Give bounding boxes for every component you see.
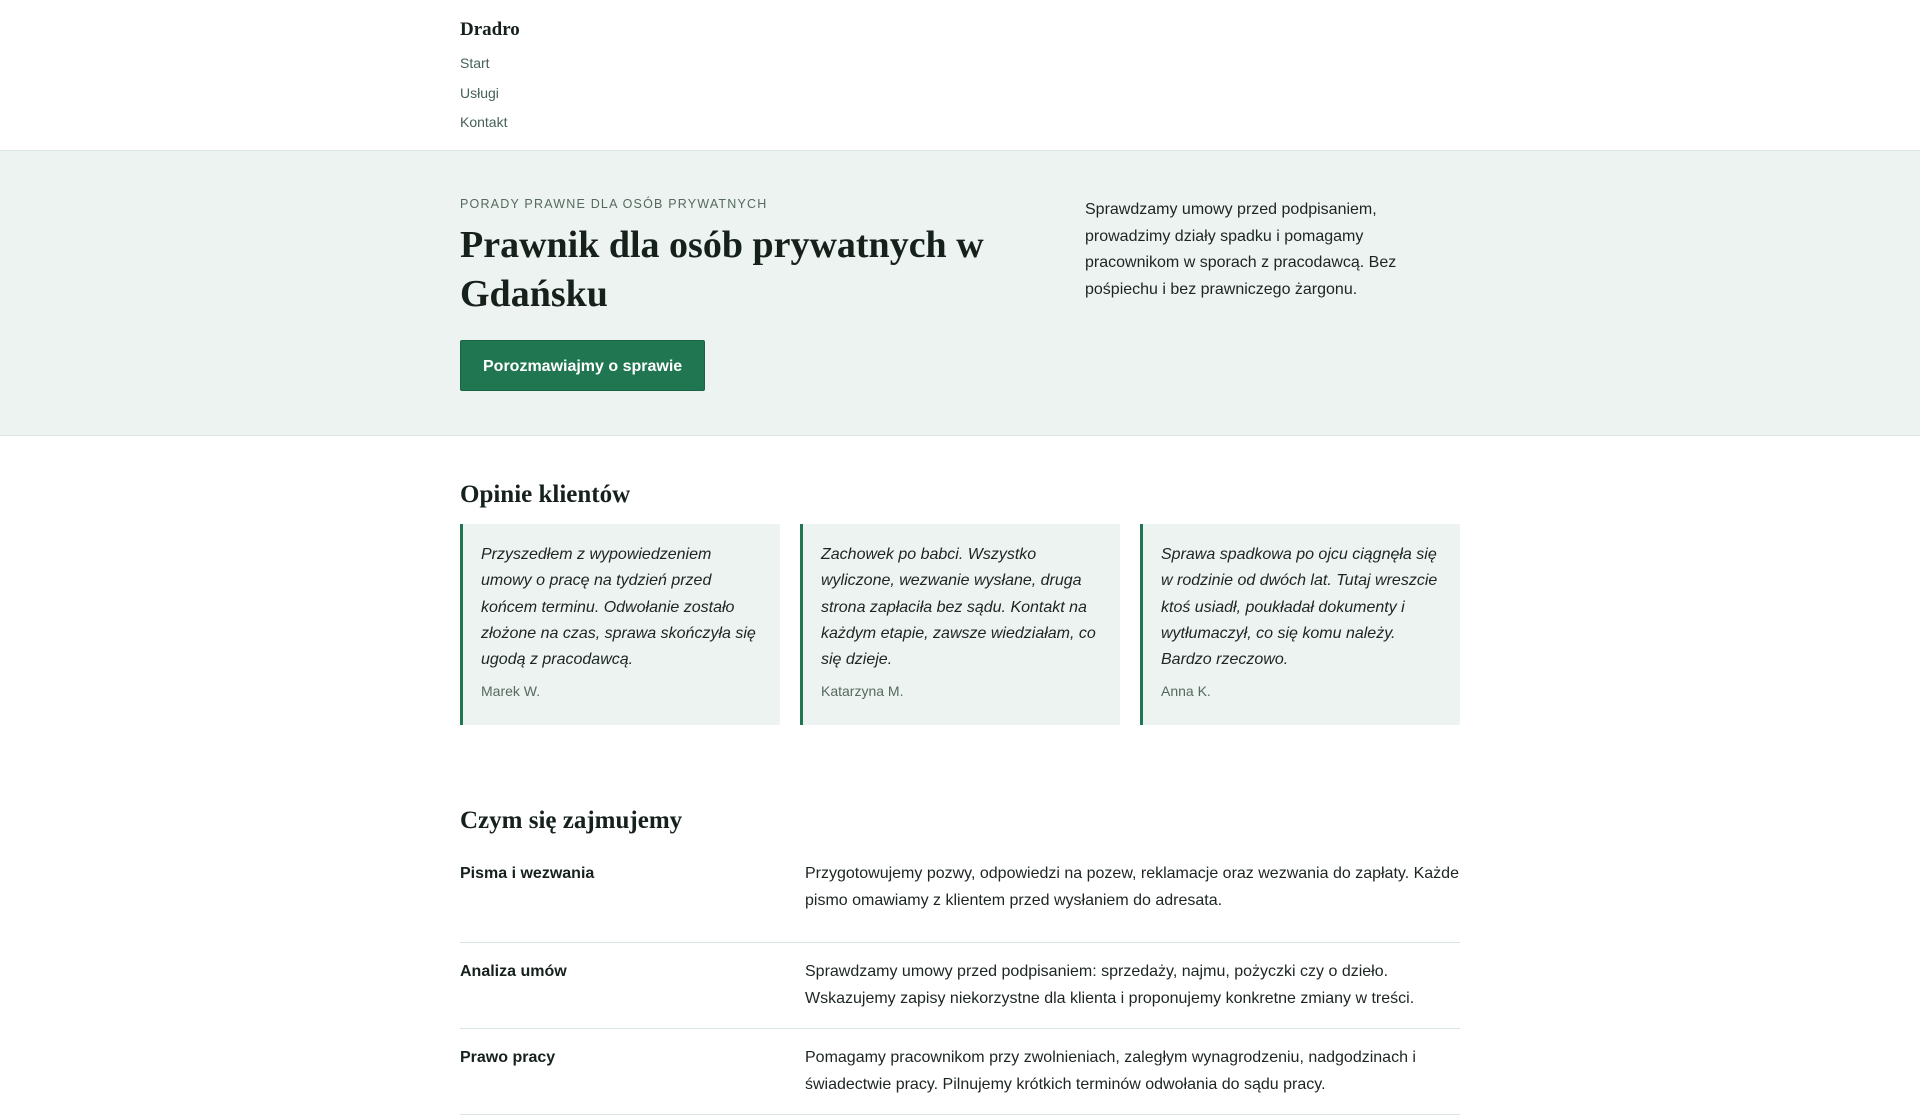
nav-link-uslugi[interactable]: Usługi (460, 84, 499, 101)
hero-eyebrow: PORADY PRAWNE DLA OSÓB PRYWATNYCH (460, 197, 768, 211)
testimonial-quote: Zachowek po babci. Wszystko wyliczone, wezwanie wysłane, druga strona zapłaciła bez sądu. Kontakt na każdym etapie, zawsze wiedziałam, co się dzieje. (821, 546, 1096, 669)
service-description: Pomagamy pracownikom przy zwolnieniach, zaległym wynagrodzeniu, nadgodzinach i świadectwie pracy. Pilnujemy krótkich terminów odwołania do sądu pracy. (805, 1049, 1416, 1093)
brand-logo[interactable]: Dradro (460, 19, 520, 40)
services-section (0, 725, 1920, 1115)
testimonial-cards (460, 524, 1460, 725)
main-nav (460, 55, 1460, 144)
testimonial-quote: Sprawa spadkowa po ojcu ciągnęła się w rodzinie od dwóch lat. Tutaj wreszcie ktoś usiadł, poukładał dokumenty i wytłumaczył, co się komu należy. Bardzo rzeczowo. (1161, 546, 1438, 669)
testimonials-title: Opinie klientów (460, 481, 631, 508)
testimonial-author: Katarzyna M. (821, 683, 904, 700)
services-title: Czym się zajmujemy (460, 807, 683, 834)
testimonial-card (1140, 524, 1460, 725)
hero-right (1085, 197, 1460, 391)
testimonial-card (800, 524, 1120, 725)
testimonial-quote: Przyszedłem z wypowiedzeniem umowy o pracę na tydzień przed końcem terminu. Odwołanie zostało złożone na czas, sprawa skończyła się ugodą z pracodawcą. (481, 546, 756, 669)
nav-link-start[interactable]: Start (460, 55, 490, 71)
hero-title: Prawnik dla osób prywatnych w Gdańsku (460, 224, 984, 315)
hero-lead: Sprawdzamy umowy przed podpisaniem, prowadzimy działy spadku i pomagamy pracownikom w sporach z pracodawcą. Bez pośpiechu i bez prawniczego żargonu. (1085, 201, 1397, 298)
site-header (0, 0, 1920, 151)
contact-cta-button[interactable]: Porozmawiajmy o sprawie (460, 340, 705, 391)
testimonial-author: Anna K. (1161, 683, 1211, 700)
service-name: Analiza umów (460, 963, 567, 980)
service-description: Sprawdzamy umowy przed podpisaniem: sprzedaży, najmu, pożyczki czy o dzieło. Wskazujemy zapisy niekorzystne dla klienta i proponujemy konkretne zmiany w treści. (805, 963, 1415, 1007)
hero-section (0, 151, 1920, 436)
testimonial-card (460, 524, 780, 725)
service-description: Przygotowujemy pozwy, odpowiedzi na pozew, reklamacje oraz wezwania do zapłaty. Każde pismo omawiamy z klientem przed wysłaniem do adresata. (805, 865, 1459, 909)
service-row (460, 857, 1460, 943)
nav-link-kontakt[interactable]: Kontakt (460, 114, 508, 130)
testimonial-author: Marek W. (481, 683, 541, 700)
testimonials-section (0, 436, 1920, 725)
hero-left (460, 197, 1020, 391)
service-name: Prawo pracy (460, 1049, 556, 1066)
service-name: Pisma i wezwania (460, 865, 595, 882)
nav-item-start (460, 55, 1460, 85)
service-row (460, 943, 1460, 1029)
nav-item-kontakt (460, 114, 1460, 144)
service-row (460, 1029, 1460, 1115)
nav-item-uslugi (460, 85, 1460, 115)
